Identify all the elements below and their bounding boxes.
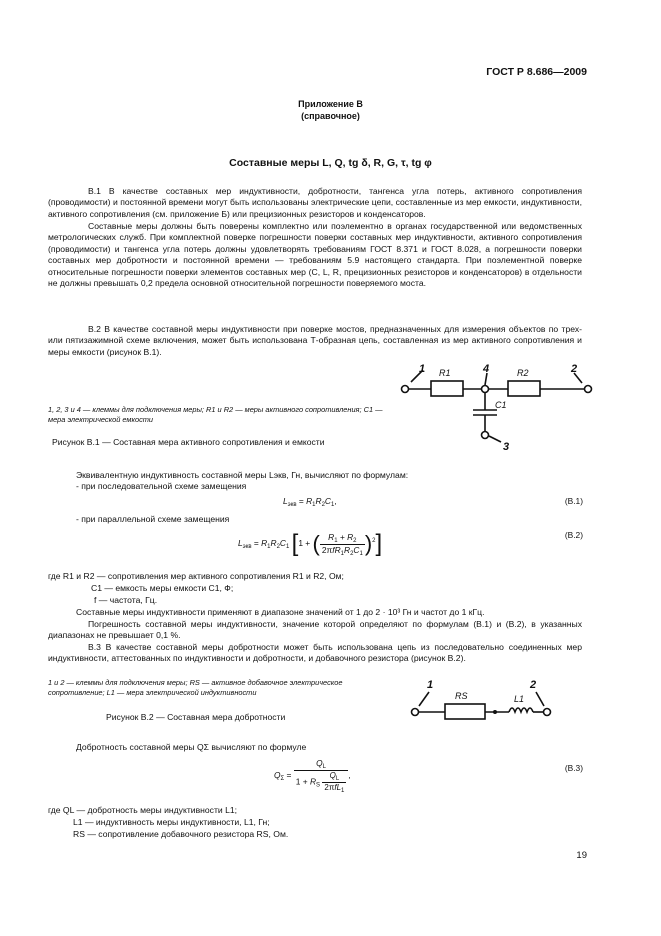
definition-f: f — частота, Гц.: [94, 595, 158, 605]
figure-b2-schematic: [405, 672, 565, 724]
fig1-label-2: 2: [571, 364, 578, 375]
equation-number-b2: (В.2): [564, 530, 583, 540]
terminal-1-icon: [402, 386, 409, 393]
fig1-label-c1: C1: [495, 400, 507, 410]
paragraph-series: - при последовательной схеме замещения: [76, 481, 247, 491]
paragraph-b1: В.1 В качестве составных мер индуктивности, добротности, тангенса угла потерь, активного сопротивления (проводимости) и постоянной времени могут быть использованы электрические цепи, составленные из мер емкости, индуктивности, активного сопротивления (см. приложение Б) или прецизионных резисторов и конденсаторов.: [48, 186, 582, 219]
paragraph-parallel: - при параллельной схеме замещения: [76, 514, 230, 524]
formula-b2: $L_{экв} = R_1R_2C_1$ [1 + ( $\frac{R_1 + R_2}{2\pi fR_1R_2C_1}$ )$^2$]: [238, 530, 383, 557]
fig2-label-rs: RS: [455, 691, 468, 701]
figure-b1-schematic: [385, 364, 610, 454]
definition-l1: L1 — индуктивность меры индуктивности, L1, Гн;: [73, 817, 270, 827]
appendix-subtitle: (справочное): [301, 111, 360, 121]
fig2-label-2: 2: [530, 679, 537, 691]
section-heading: Составные меры L, Q, tg δ, R, G, τ, tg φ: [229, 157, 432, 169]
fig1-label-4: 4: [483, 364, 490, 375]
fig1-label-r2: R2: [517, 368, 529, 378]
formula-b1: $L_{экв} = R_1R_2C_1$,: [283, 496, 337, 508]
figure-b2-caption: Рисунок В.2 — Составная мера добротности: [106, 712, 286, 722]
paragraph-range: Составные меры индуктивности применяют в диапазоне значений от 1 до 2 · 10³ Гн и частот до 1 кГц.: [76, 607, 485, 617]
fig1-label-1: 1: [419, 364, 426, 375]
paragraph-b1-verification: Составные меры должны быть поверены комплектно или поэлементно в органах государственной или ведомственных метрологических служб. При комплектной поверке погрешности поверки составных мер индуктивности, активного сопротивления (проводимости) и тангенса угла потерь должны удовлетворять требованиям ГОСТ 8.371 и ГОСТ 8.028, а погрешности поверки составных мер добротности и постоянной времени — требованиям 5.9 настоящего стандарта. При поэлементной поверке относительные погрешности поверки элементов составных мер (C, L, R, прецизионных резисторов и конденсаторов) в отдельности не должны превышать 0,2 предела основной относительной погрешности поверяемого моста.: [48, 221, 582, 289]
definition-c1: C1 — емкость меры емкости C1, Ф;: [91, 583, 234, 593]
page-number: 19: [576, 850, 587, 861]
definition-ql: где QL — добротность меры индуктивности L1;: [48, 805, 238, 815]
terminal-4-icon: [482, 386, 489, 393]
junction-dot-icon: [493, 710, 497, 714]
resistor-r1: [431, 381, 463, 396]
terminal-2-icon: [544, 709, 551, 716]
paragraph-eq-intro: Эквивалентную индуктивность составной меры Lэкв, Гн, вычисляют по формулам:: [76, 470, 409, 480]
terminal-3-icon: [482, 432, 489, 439]
paragraph-q-intro: Добротность составной меры QΣ вычисляют по формуле: [76, 742, 307, 752]
paragraph-b3: В.3 В качестве составной меры добротности может быть использована цепь из последовательно соединенных мер индуктивности, аттестованных по индуктивности и добротности, и добавочного резистора (рисунок В.2).: [48, 642, 582, 664]
fig2-label-l1: L1: [514, 694, 525, 704]
paragraph-b2: В.2 В качестве составной меры индуктивности при поверке мостов, предназначенных для измерения объектов по трех- или пятизажимной схеме включения, может быть использована Т-образная цепь, составленная из мер активного сопротивления и меры емкости (рисунок В.1).: [48, 324, 582, 357]
figure-b1-caption: Рисунок В.1 — Составная мера активного сопротивления и емкости: [52, 437, 325, 447]
paragraph-error: Погрешность составной меры индуктивности, значение которой определяют по формулам (В.1) и (В.2), в указанных диапазонах не превышает 0,1 %.: [48, 619, 582, 641]
figure-b2-legend: 1 и 2 — клеммы для подключения меры; RS — активное добавочное электрическое сопротивление; L1 — мера электрической индуктивности: [48, 678, 343, 697]
fig1-label-r1: R1: [439, 368, 451, 378]
resistor-rs: [445, 704, 485, 719]
fig1-label-3: 3: [503, 441, 510, 453]
appendix-title: Приложение В: [298, 99, 363, 109]
figure-b1-legend: 1, 2, 3 и 4 — клеммы для подключения меры; R1 и R2 — меры активного сопротивления; C1 — мера электрической емкости: [48, 405, 383, 424]
equation-number-b1: (В.1): [564, 496, 583, 506]
formula-b3: $Q_\Sigma$ = $Q_L$ $1 + R_S$ $\frac{Q_L}{2\pi fL_1}$ ,: [274, 758, 351, 794]
equation-number-b3: (В.3): [564, 763, 583, 773]
definition-rs: RS — сопротивление добавочного резистора RS, Ом.: [73, 829, 289, 839]
standard-header: ГОСТ Р 8.686—2009: [486, 66, 587, 78]
inductor-l1: [509, 708, 533, 712]
terminal-2-icon: [585, 386, 592, 393]
resistor-r2: [508, 381, 540, 396]
fig2-label-1: 1: [427, 679, 434, 691]
terminal-1-icon: [412, 709, 419, 716]
definition-r1-r2: где R1 и R2 — сопротивления мер активного сопротивления R1 и R2, Ом;: [48, 571, 344, 581]
